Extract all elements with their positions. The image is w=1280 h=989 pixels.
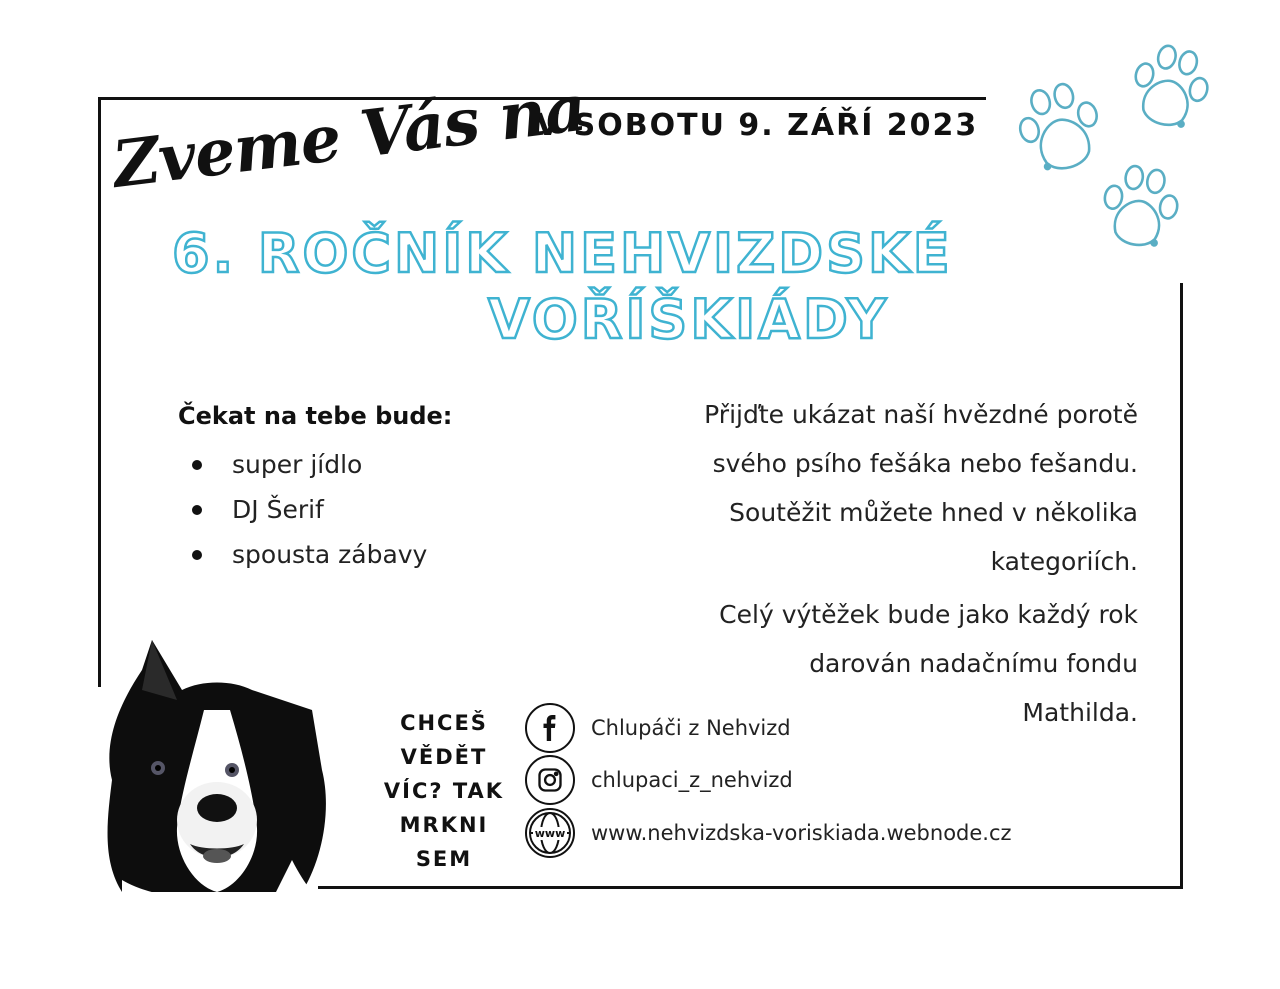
invitation-script-title: Zveme Vás na — [108, 70, 590, 203]
headline-line-2: VOŘÍŠKIÁDY — [488, 288, 890, 351]
globe-www-icon — [525, 808, 575, 858]
headline-line-1: 6. ROČNÍK NEHVIZDSKÉ — [172, 222, 953, 285]
frame-right-border — [1180, 283, 1183, 889]
website-label: www.nehvizdska-voriskiada.webnode.cz — [591, 821, 1012, 845]
list-item-label: super jídlo — [232, 450, 363, 479]
facebook-label: Chlupáči z Nehvizd — [591, 716, 791, 740]
instagram-label: chlupaci_z_nehvizd — [591, 768, 793, 792]
cta-line: MRKNI — [399, 813, 489, 837]
instagram-icon — [525, 755, 575, 805]
facebook-link[interactable] — [525, 703, 791, 753]
event-date: V SOBOTU 9. ZÁŘÍ 2023 — [536, 108, 979, 143]
bullet-icon — [192, 505, 202, 515]
text-line: Přijďte ukázat naší hvězdné porotě — [704, 400, 1138, 429]
text-line: Celý výtěžek bude jako každý rok — [719, 600, 1138, 629]
cta-line: SEM — [415, 847, 473, 871]
program-list — [192, 442, 427, 577]
bullet-icon — [192, 550, 202, 560]
text-line: svého psího fešáka nebo fešandu. — [712, 449, 1138, 478]
instagram-link[interactable] — [525, 755, 793, 805]
facebook-icon — [525, 703, 575, 753]
text-line: darován nadačnímu fondu — [809, 649, 1138, 678]
paw-prints-icon — [1000, 28, 1230, 258]
list-item-label: spousta zábavy — [232, 540, 428, 569]
call-to-action — [370, 706, 518, 876]
program-heading: Čekat na tebe bude: — [178, 402, 453, 430]
description-paragraph-1 — [704, 390, 1138, 586]
list-item — [192, 442, 427, 487]
frame-left-border — [98, 97, 101, 687]
list-item-label: DJ Šerif — [232, 495, 324, 524]
website-link[interactable] — [525, 808, 1012, 858]
text-line: kategoriích. — [990, 547, 1138, 576]
www-icon-text: www — [534, 826, 566, 840]
cta-line: VĚDĚT — [400, 745, 488, 769]
text-line: Soutěžit můžete hned v několika — [729, 498, 1138, 527]
frame-bottom-border — [318, 886, 1183, 889]
cta-line: VÍC? TAK — [383, 779, 505, 803]
list-item — [192, 532, 427, 577]
text-line: Mathilda. — [1022, 698, 1138, 727]
border-collie-illustration — [82, 630, 338, 902]
bullet-icon — [192, 460, 202, 470]
cta-line: CHCEŠ — [400, 711, 488, 735]
list-item — [192, 487, 427, 532]
